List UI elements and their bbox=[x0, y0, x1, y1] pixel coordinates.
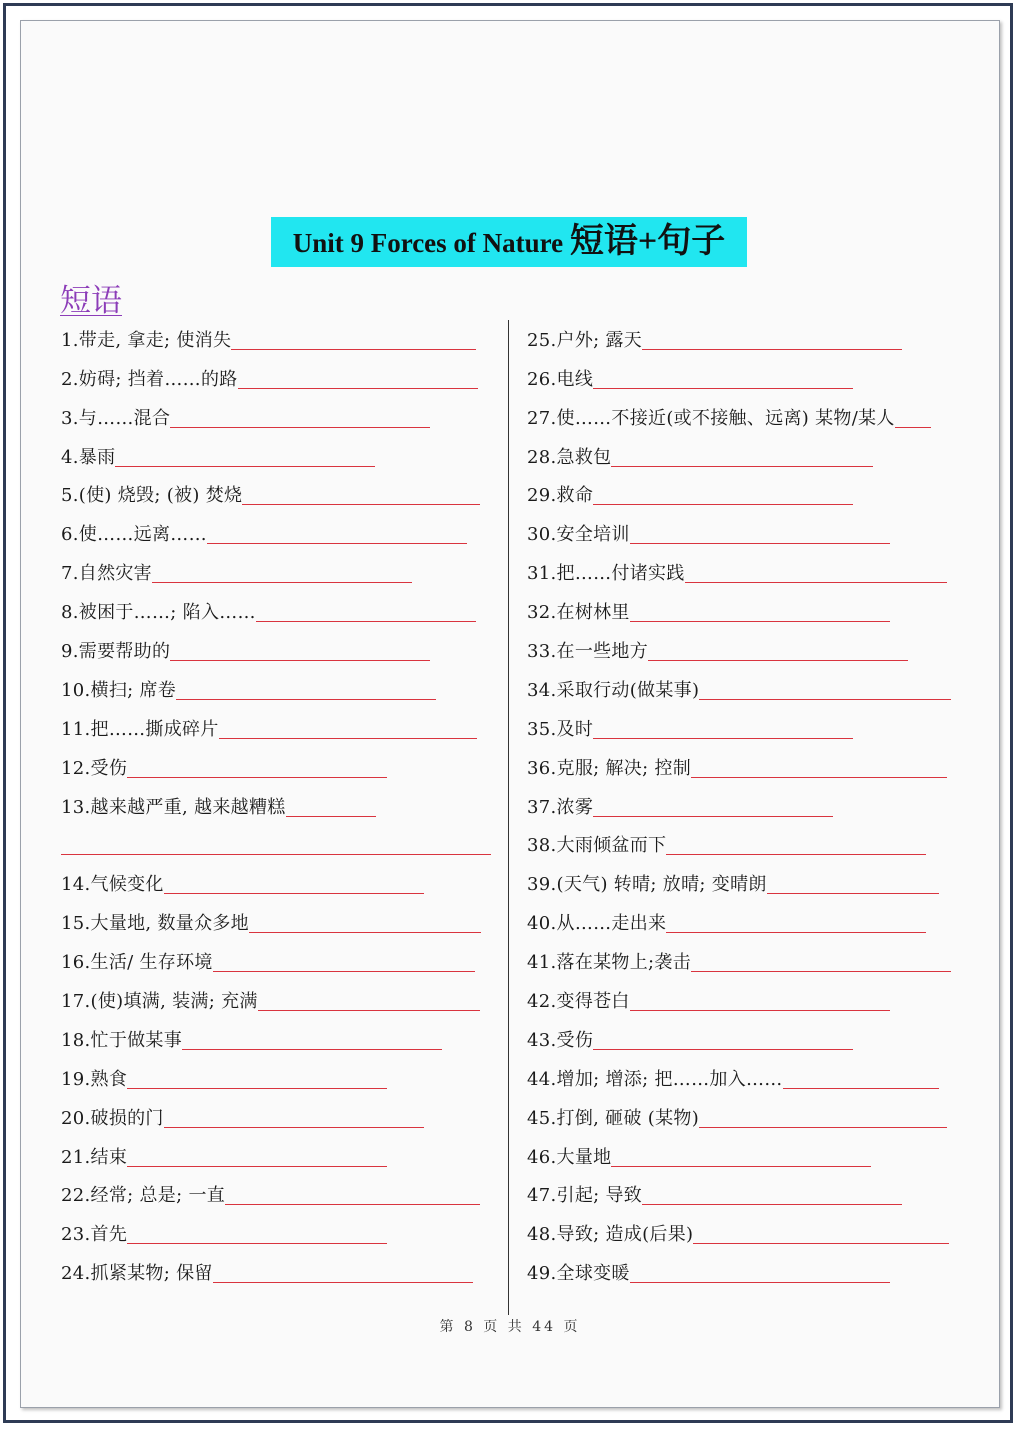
answer-line[interactable] bbox=[152, 582, 412, 583]
phrase-text: 32.在树林里 bbox=[527, 602, 630, 624]
phrase-text: 29.救命 bbox=[527, 485, 594, 507]
phrase-text: 33.在一些地方 bbox=[527, 641, 649, 663]
phrase-item bbox=[61, 439, 493, 478]
phrase-item bbox=[527, 361, 959, 400]
phrase-text: 42.变得苍白 bbox=[527, 991, 630, 1013]
answer-line[interactable] bbox=[238, 388, 478, 389]
answer-line[interactable] bbox=[630, 543, 890, 544]
answer-line[interactable] bbox=[258, 1010, 480, 1011]
answer-line[interactable] bbox=[127, 1166, 387, 1167]
phrase-text: 47.引起; 导致 bbox=[527, 1185, 643, 1207]
page-footer: 第 8 页 共 44 页 bbox=[439, 1319, 581, 1335]
phrase-item bbox=[61, 516, 493, 555]
answer-line[interactable] bbox=[642, 1204, 902, 1205]
phrase-text: 17.(使)填满, 装满; 充满 bbox=[61, 991, 258, 1013]
phrase-text: 15.大量地, 数量众多地 bbox=[61, 913, 249, 935]
answer-line[interactable] bbox=[127, 1088, 387, 1089]
phrase-text: 22.经常; 总是; 一直 bbox=[61, 1185, 226, 1207]
phrase-text: 3.与……混合 bbox=[61, 407, 171, 429]
answer-line[interactable] bbox=[611, 466, 873, 467]
phrase-item bbox=[527, 555, 959, 594]
phrase-text: 31.把……付诸实践 bbox=[527, 563, 685, 585]
answer-line[interactable] bbox=[767, 893, 939, 894]
phrase-text: 48.导致; 造成(后果) bbox=[527, 1224, 694, 1246]
phrase-text: 4.暴雨 bbox=[61, 446, 116, 468]
section-heading: 短语 bbox=[60, 283, 122, 319]
answer-line[interactable] bbox=[170, 660, 430, 661]
answer-line[interactable] bbox=[642, 349, 902, 350]
phrase-item bbox=[527, 1216, 959, 1255]
phrase-item bbox=[527, 905, 959, 944]
phrase-text: 30.安全培训 bbox=[527, 524, 630, 546]
answer-line[interactable] bbox=[61, 854, 491, 855]
answer-line[interactable] bbox=[249, 932, 481, 933]
phrase-text: 25.户外; 露天 bbox=[527, 329, 643, 351]
phrase-item bbox=[61, 866, 493, 905]
phrase-item bbox=[61, 789, 493, 828]
phrase-text: 37.浓雾 bbox=[527, 796, 594, 818]
answer-line[interactable] bbox=[286, 816, 376, 817]
phrase-text: 38.大雨倾盆而下 bbox=[527, 835, 667, 857]
answer-line[interactable] bbox=[170, 427, 430, 428]
phrase-item bbox=[527, 672, 959, 711]
phrase-item bbox=[527, 750, 959, 789]
phrase-item bbox=[527, 439, 959, 478]
phrase-item bbox=[61, 633, 493, 672]
answer-line[interactable] bbox=[666, 854, 926, 855]
phrase-text: 45.打倒, 砸破 (某物) bbox=[527, 1107, 700, 1129]
phrase-item bbox=[61, 1061, 493, 1100]
phrase-text: 10.横扫; 席卷 bbox=[61, 679, 177, 701]
phrase-item bbox=[61, 1139, 493, 1178]
phrase-text: 14.气候变化 bbox=[61, 874, 164, 896]
phrase-item bbox=[61, 322, 493, 361]
phrase-text: 16.生活/ 生存环境 bbox=[61, 952, 213, 974]
phrase-text: 26.电线 bbox=[527, 368, 594, 390]
page-title-cn: 短语+句子 bbox=[569, 223, 726, 260]
phrase-text: 9.需要帮助的 bbox=[61, 641, 171, 663]
answer-line[interactable] bbox=[176, 699, 436, 700]
answer-line[interactable] bbox=[593, 738, 853, 739]
answer-line[interactable] bbox=[225, 1204, 480, 1205]
phrase-item bbox=[61, 555, 493, 594]
phrase-text: 43.受伤 bbox=[527, 1029, 594, 1051]
answer-line[interactable] bbox=[693, 1243, 949, 1244]
answer-line[interactable] bbox=[593, 504, 853, 505]
phrase-text: 23.首先 bbox=[61, 1224, 128, 1246]
page-title bbox=[271, 217, 747, 267]
phrase-item bbox=[61, 750, 493, 789]
phrase-text: 7.自然灾害 bbox=[61, 563, 152, 585]
phrase-item bbox=[61, 828, 493, 867]
phrase-text: 28.急救包 bbox=[527, 446, 612, 468]
phrase-text: 24.抓紧某物; 保留 bbox=[61, 1263, 213, 1285]
answer-line[interactable] bbox=[127, 1243, 387, 1244]
phrase-item bbox=[527, 400, 959, 439]
answer-line[interactable] bbox=[666, 932, 926, 933]
answer-line[interactable] bbox=[630, 621, 890, 622]
phrase-item bbox=[61, 983, 493, 1022]
phrase-text: 18.忙于做某事 bbox=[61, 1029, 183, 1051]
phrase-item bbox=[527, 1100, 959, 1139]
phrase-text: 19.熟食 bbox=[61, 1068, 128, 1090]
phrase-item bbox=[61, 361, 493, 400]
phrase-item bbox=[527, 711, 959, 750]
phrase-text: 8.被困于……; 陷入…… bbox=[61, 602, 256, 624]
answer-line[interactable] bbox=[630, 1010, 890, 1011]
answer-line[interactable] bbox=[593, 816, 833, 817]
phrase-item bbox=[61, 1255, 493, 1294]
phrase-text: 21.结束 bbox=[61, 1146, 128, 1168]
answer-line[interactable] bbox=[895, 427, 931, 428]
phrase-text: 36.克服; 解决; 控制 bbox=[527, 757, 692, 779]
phrase-text: 1.带走, 拿走; 使消失 bbox=[61, 329, 232, 351]
answer-line[interactable] bbox=[164, 1127, 424, 1128]
phrase-text: 35.及时 bbox=[527, 718, 594, 740]
phrase-text: 41.落在某物上;袭击 bbox=[527, 952, 691, 974]
answer-line[interactable] bbox=[182, 1049, 442, 1050]
phrase-item bbox=[527, 866, 959, 905]
answer-line[interactable] bbox=[685, 582, 947, 583]
answer-line[interactable] bbox=[648, 660, 908, 661]
phrase-item bbox=[527, 1178, 959, 1217]
phrase-item bbox=[527, 1139, 959, 1178]
phrase-text: 2.妨碍; 挡着……的路 bbox=[61, 368, 238, 390]
phrase-item bbox=[61, 1022, 493, 1061]
phrase-item bbox=[527, 516, 959, 555]
phrase-item bbox=[61, 711, 493, 750]
phrase-item bbox=[61, 400, 493, 439]
phrase-item bbox=[527, 789, 959, 828]
column-divider bbox=[508, 320, 509, 1315]
answer-line[interactable] bbox=[699, 699, 951, 700]
phrase-item bbox=[61, 905, 493, 944]
answer-line[interactable] bbox=[593, 1049, 853, 1050]
answer-line[interactable] bbox=[213, 971, 475, 972]
answer-line[interactable] bbox=[127, 777, 387, 778]
answer-line[interactable] bbox=[699, 1127, 947, 1128]
phrase-text: 11.把……撕成碎片 bbox=[61, 718, 219, 740]
phrase-text: 27.使……不接近(或不接触、远离) 某物/某人 bbox=[527, 407, 895, 429]
phrase-text: 44.增加; 增添; 把……加入…… bbox=[527, 1068, 783, 1090]
answer-line[interactable] bbox=[256, 621, 476, 622]
phrase-item bbox=[527, 1022, 959, 1061]
phrase-text: 49.全球变暖 bbox=[527, 1263, 630, 1285]
right-column bbox=[527, 322, 959, 1294]
answer-line[interactable] bbox=[207, 543, 467, 544]
answer-line[interactable] bbox=[630, 1282, 890, 1283]
phrase-item bbox=[61, 1178, 493, 1217]
phrase-item bbox=[61, 672, 493, 711]
phrase-text: 6.使……远离…… bbox=[61, 524, 207, 546]
phrase-text: 12.受伤 bbox=[61, 757, 128, 779]
phrase-text: 13.越来越严重, 越来越糟糕 bbox=[61, 796, 286, 818]
phrase-item bbox=[527, 944, 959, 983]
phrase-item bbox=[61, 944, 493, 983]
answer-line[interactable] bbox=[611, 1166, 871, 1167]
answer-line[interactable] bbox=[231, 349, 476, 350]
answer-line[interactable] bbox=[691, 971, 951, 972]
answer-line[interactable] bbox=[783, 1088, 939, 1089]
phrase-item bbox=[527, 594, 959, 633]
phrase-item bbox=[527, 322, 959, 361]
phrase-item bbox=[527, 478, 959, 517]
phrase-item bbox=[61, 478, 493, 517]
phrase-text: 39.(天气) 转晴; 放晴; 变晴朗 bbox=[527, 874, 767, 896]
page-title-en: Unit 9 Forces of Nature bbox=[292, 228, 570, 258]
phrase-item bbox=[61, 1100, 493, 1139]
phrase-item bbox=[61, 1216, 493, 1255]
answer-line[interactable] bbox=[115, 466, 375, 467]
phrase-text: 34.采取行动(做某事) bbox=[527, 679, 700, 701]
phrase-text: 46.大量地 bbox=[527, 1146, 612, 1168]
answer-line[interactable] bbox=[213, 1282, 473, 1283]
answer-line[interactable] bbox=[242, 504, 480, 505]
left-column bbox=[61, 322, 493, 1294]
phrase-item bbox=[527, 828, 959, 867]
answer-line[interactable] bbox=[691, 777, 947, 778]
phrase-item bbox=[61, 594, 493, 633]
phrase-text: 20.破损的门 bbox=[61, 1107, 164, 1129]
answer-line[interactable] bbox=[219, 738, 477, 739]
phrase-item bbox=[527, 983, 959, 1022]
phrase-item bbox=[527, 1255, 959, 1294]
answer-line[interactable] bbox=[593, 388, 853, 389]
phrase-text: 40.从……走出来 bbox=[527, 913, 667, 935]
phrase-text: 5.(使) 烧毁; (被) 焚烧 bbox=[61, 485, 243, 507]
answer-line[interactable] bbox=[164, 893, 424, 894]
phrase-item bbox=[527, 633, 959, 672]
phrase-item bbox=[527, 1061, 959, 1100]
